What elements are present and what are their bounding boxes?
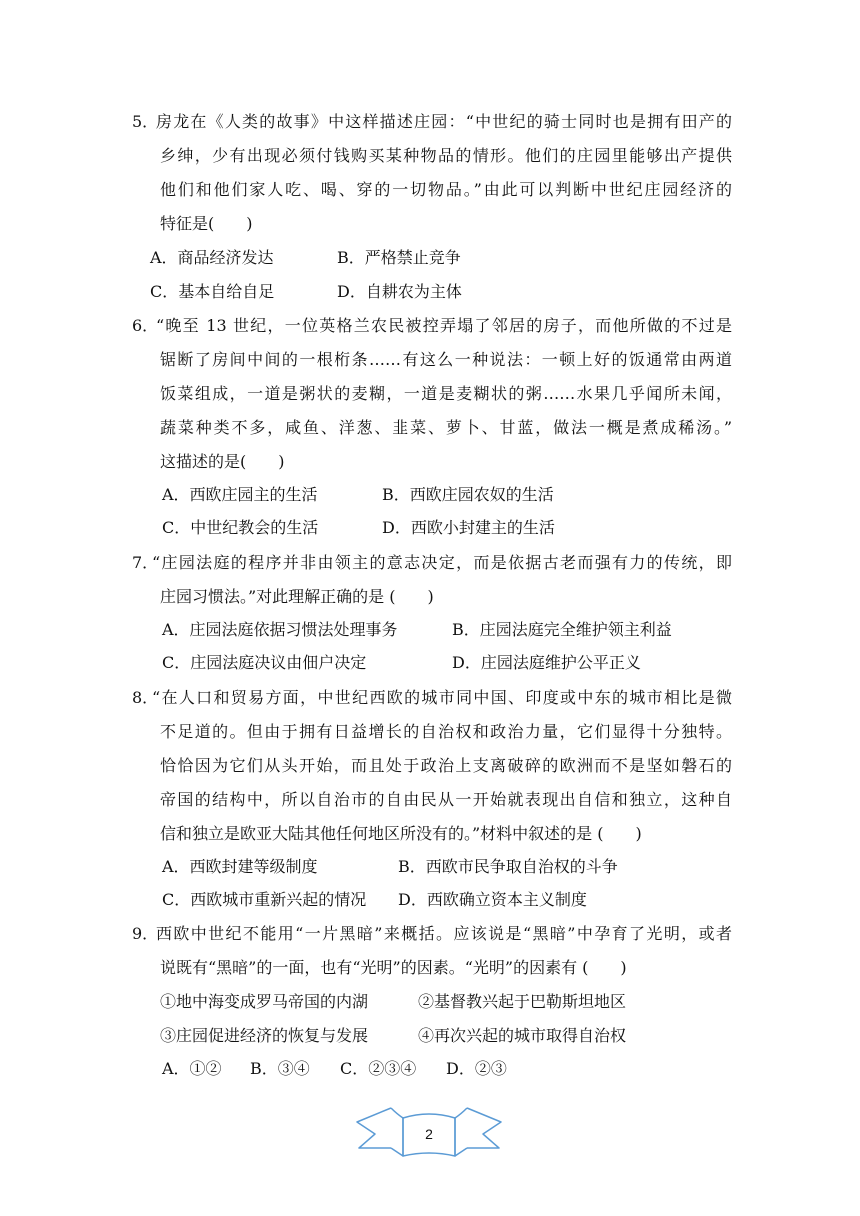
- option-d: D．自耕农为主体: [337, 282, 462, 301]
- option-a: A．庄园法庭依据习惯法处理事务: [162, 620, 398, 639]
- question-text-line: 锯断了房间中间的一根桁条……有这么一种说法：一顿上好的饭通常由两道: [160, 350, 732, 369]
- option-a: A．西欧庄园主的生活: [162, 485, 318, 504]
- question-text-line: 蔬菜种类不多，咸鱼、洋葱、韭菜、萝卜、甘蓝，做法一概是煮成稀汤。”: [160, 418, 732, 437]
- page-number: 2: [425, 1126, 433, 1142]
- question-text-line: 特征是( ): [160, 214, 253, 233]
- question-text-line: “晚至 13 世纪，一位英格兰农民被控弄塌了邻居的房子，而他所做的不过是: [156, 316, 732, 335]
- option-d: D．②③: [446, 1059, 507, 1078]
- question-number: 6．: [132, 316, 159, 335]
- question-number: 7．: [132, 553, 159, 572]
- question-text-line: 信和独立是欧亚大陆其他任何地区所没有的。”材料中叙述的是 ( ): [160, 824, 642, 843]
- question-text-line: 不足道的。但由于拥有日益增长的自治权和政治力量，它们显得十分独特。: [160, 722, 732, 741]
- option-d: D．西欧确立资本主义制度: [398, 890, 587, 909]
- question-text-line: 饭菜组成，一道是粥状的麦糊，一道是麦糊状的粥……水果几乎闻所未闻，: [160, 384, 732, 403]
- question-text-line: 他们和他们家人吃、喝、穿的一切物品。”由此可以判断中世纪庄园经济的: [160, 180, 732, 199]
- statement-item: ②基督教兴起于巴勒斯坦地区: [418, 992, 627, 1011]
- question-number: 9．: [132, 924, 159, 943]
- option-b: B．西欧庄园农奴的生活: [382, 485, 554, 504]
- option-c: C．②③④: [340, 1059, 417, 1078]
- option-b: B．③④: [250, 1059, 310, 1078]
- question-text-line: 房龙在《人类的故事》中这样描述庄园：“中世纪的骑士同时也是拥有田产的: [156, 112, 732, 131]
- question-text-line: 帝国的结构中，所以自治市的自由民从一开始就表现出自信和独立，这种自: [160, 790, 732, 809]
- option-b: B．严格禁止竞争: [337, 248, 461, 267]
- option-a: A．商品经济发达: [150, 248, 274, 267]
- question-text-line: 乡绅，少有出现必须付钱购买某种物品的情形。他们的庄园里能够出产提供: [160, 146, 732, 165]
- question-text-line: 西欧中世纪不能用“一片黑暗”来概括。应该说是“黑暗”中孕育了光明，或者: [156, 924, 732, 943]
- option-c: C．中世纪教会的生活: [162, 518, 319, 537]
- question-text-line: 庄园习惯法。”对此理解正确的是 ( ): [160, 587, 434, 606]
- question-number: 8．: [132, 688, 159, 707]
- question-text-line: 这描述的是( ): [160, 452, 285, 471]
- page-number-ribbon: [355, 1104, 503, 1162]
- option-d: D．庄园法庭维护公平正义: [452, 653, 641, 672]
- option-c: C．西欧城市重新兴起的情况: [162, 890, 367, 909]
- option-a: A．西欧封建等级制度: [162, 857, 318, 876]
- question-text-line: “在人口和贸易方面，中世纪西欧的城市同中国、印度或中东的城市相比是微: [152, 688, 732, 707]
- question-text-line: 说既有“黑暗”的一面，也有“光明”的因素。“光明”的因素有 ( ): [160, 958, 627, 977]
- option-b: B．庄园法庭完全维护领主利益: [452, 620, 672, 639]
- statement-item: ①地中海变成罗马帝国的内湖: [160, 992, 369, 1011]
- option-d: D．西欧小封建主的生活: [382, 518, 555, 537]
- option-c: C．庄园法庭决议由佃户决定: [162, 653, 367, 672]
- option-b: B．西欧市民争取自治权的斗争: [398, 857, 618, 876]
- option-c: C．基本自给自足: [150, 282, 275, 301]
- statement-item: ③庄园促进经济的恢复与发展: [160, 1026, 369, 1045]
- question-text-line: 恰恰因为它们从头开始，而且处于政治上支离破碎的欧洲而不是坚如磐石的: [160, 756, 732, 775]
- statement-item: ④再次兴起的城市取得自治权: [418, 1026, 627, 1045]
- question-number: 5．: [132, 112, 159, 131]
- option-a: A．①②: [162, 1059, 222, 1078]
- question-text-line: “庄园法庭的程序并非由领主的意志决定，而是依据古老而强有力的传统，即: [152, 553, 732, 572]
